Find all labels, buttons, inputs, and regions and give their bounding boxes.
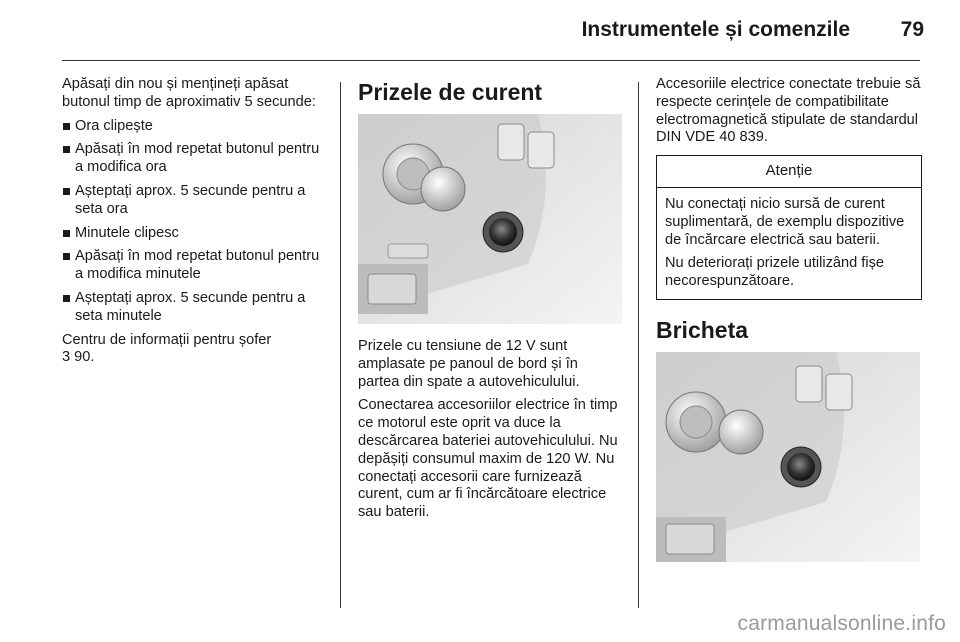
column-divider-left bbox=[340, 82, 341, 608]
bullet-square-icon bbox=[63, 123, 70, 130]
warning-text-power-source: Nu conectați nicio sursă de curent suplimentară, de exemplu dispozitive de încărcare electrică sau baterii. bbox=[665, 195, 905, 248]
bullet-square-icon bbox=[63, 188, 70, 195]
list-item: Așteptați aprox. 5 secunde pentru a seta ora bbox=[62, 183, 330, 219]
list-item: Apăsați în mod repetat butonul pentru a modifica ora bbox=[62, 141, 330, 177]
warning-text-plugs: Nu deteriorați prizele utilizând fișe necorespunzătoare. bbox=[665, 255, 885, 290]
warning-box bbox=[656, 155, 922, 300]
bullet-square-icon bbox=[63, 146, 70, 153]
list-item: Minutele clipesc bbox=[62, 225, 330, 243]
bullet-square-icon bbox=[63, 253, 70, 260]
column-middle bbox=[358, 76, 622, 528]
list-item: Așteptați aprox. 5 secunde pentru a seta minutele bbox=[62, 290, 330, 326]
outlets-location-text: Prizele cu tensiune de 12 V sunt amplasate pe panoul de bord și în partea din spate a autovehiculului. bbox=[358, 338, 580, 390]
page-reference-link[interactable]: 3 90. bbox=[62, 349, 95, 366]
header-divider bbox=[62, 60, 920, 61]
emc-requirements-text: Accesoriile electrice conectate trebuie să respecte cerințele de compatibilitate electromagnetică stipulate de standardul DIN VDE 40 839. bbox=[656, 76, 921, 146]
page-number: 79 bbox=[900, 18, 924, 41]
cross-reference: Centru de informații pentru șofer 3 90. bbox=[62, 331, 272, 366]
section-title-power-outlets: Prizele de curent bbox=[358, 79, 543, 105]
list-item: Apăsați în mod repetat butonul pentru a modifica minutele bbox=[62, 248, 330, 284]
clock-setting-intro: Apăsați din nou și mențineți apăsat butonul timp de aproximativ 5 secunde: bbox=[62, 76, 316, 110]
clock-steps-list bbox=[62, 118, 330, 326]
section-title-lighter: Bricheta bbox=[656, 316, 749, 343]
page-header-title: Instrumentele și comenzile bbox=[581, 18, 850, 41]
power-outlet-illustration bbox=[358, 114, 622, 324]
warning-body bbox=[657, 188, 921, 299]
warning-title: Atenție bbox=[657, 156, 921, 188]
list-item: Ora clipește bbox=[62, 118, 330, 136]
watermark: carmanualsonline.info bbox=[737, 612, 946, 635]
column-right bbox=[656, 76, 922, 576]
column-left bbox=[62, 76, 330, 373]
outlets-warning-text: Conectarea accesoriilor electrice în timp ce motorul este oprit va duce la descărcarea bateriei autovehiculului. Nu depășiți consumul maxim de 120 W. Nu conectați accesorii care furnizează curent, cum ar fi încărcătoare electrice sau baterii. bbox=[358, 397, 618, 521]
bullet-square-icon bbox=[63, 230, 70, 237]
column-divider-right bbox=[638, 82, 639, 608]
cigarette-lighter-illustration bbox=[656, 352, 920, 562]
bullet-square-icon bbox=[63, 295, 70, 302]
